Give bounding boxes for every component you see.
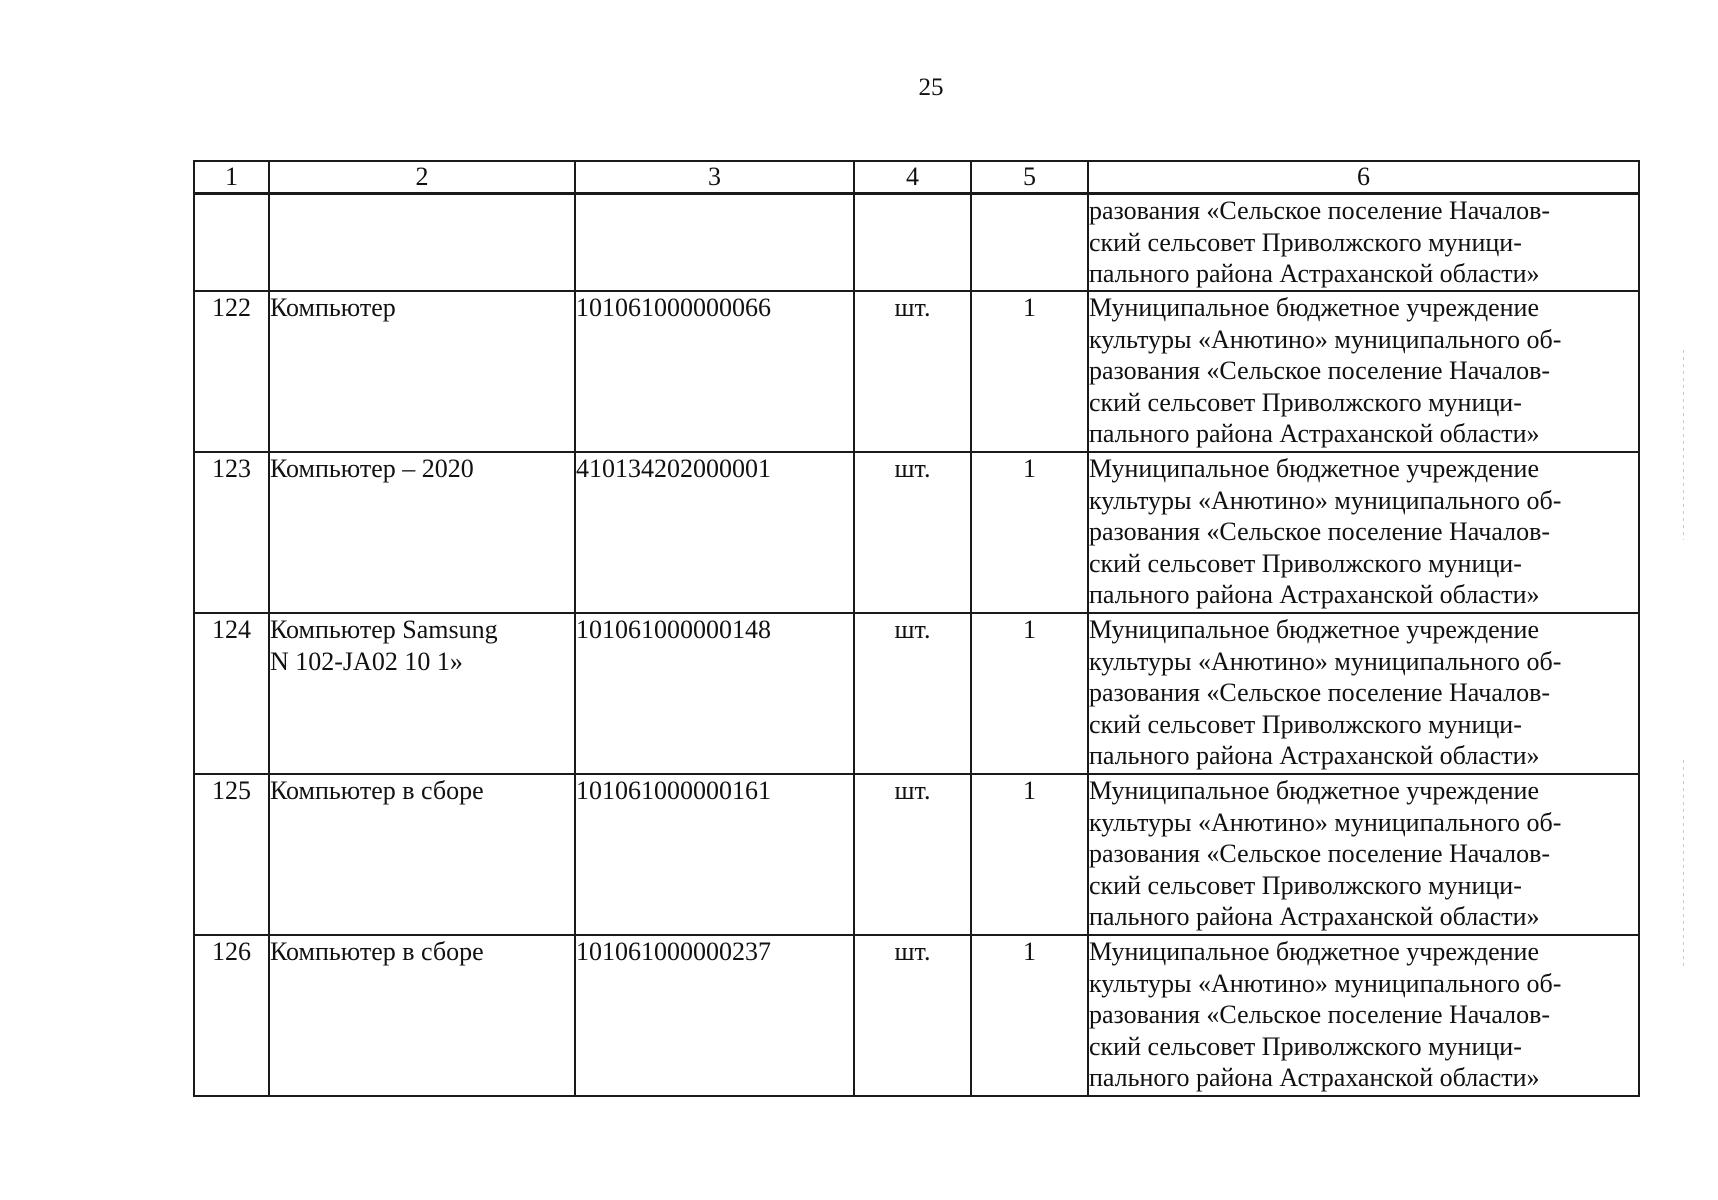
item-name-cell (269, 291, 575, 452)
owner-line: культуры «Анютино» муниципального об- (1089, 968, 1562, 998)
owner-line: разования «Сельское поселение Началов- (1089, 1000, 1551, 1029)
owner-cell (1088, 291, 1639, 452)
unit-cell: шт. (854, 774, 971, 935)
owner-line: ский сельсовет Приволжского муници- (1089, 548, 1522, 578)
owner-line: Муниципальное бюджетное учреждение (1089, 454, 1539, 483)
column-number-header-row (194, 161, 1639, 194)
row-number-cell: 123 (194, 452, 269, 613)
table-row (194, 452, 1639, 613)
table-row (194, 935, 1639, 1096)
owner-line: культуры «Анютино» муниципального об- (1089, 324, 1562, 354)
quantity-cell: 1 (971, 613, 1088, 774)
scan-artifact-mark (1683, 350, 1684, 540)
owner-line: культуры «Анютино» муниципального об- (1089, 807, 1562, 837)
quantity-cell: 1 (971, 935, 1088, 1096)
owner-cell (1088, 194, 1639, 292)
owner-line: ский сельсовет Приволжского муници- (1089, 227, 1522, 257)
item-name-cell (269, 774, 575, 935)
owner-line: пального района Астраханской области» (1089, 741, 1540, 770)
owner-cell (1088, 613, 1639, 774)
inventory-code-cell (575, 194, 854, 292)
owner-line: разования «Сельское поселение Началов- (1089, 678, 1551, 707)
property-registry-table (193, 160, 1640, 1097)
inventory-code-cell: 410134202000001 (575, 452, 854, 613)
column-header-5: 5 (971, 161, 1088, 194)
owner-cell (1088, 935, 1639, 1096)
item-name-cell (269, 194, 575, 292)
item-name-line: Компьютер (270, 293, 396, 322)
row-number-cell: 126 (194, 935, 269, 1096)
owner-line: ский сельсовет Приволжского муници- (1089, 387, 1522, 417)
owner-line: разования «Сельское поселение Началов- (1089, 356, 1551, 385)
owner-line: ский сельсовет Приволжского муници- (1089, 870, 1522, 900)
item-name-line: Компьютер в сборе (270, 937, 484, 966)
inventory-code-cell: 101061000000161 (575, 774, 854, 935)
row-number-cell: 122 (194, 291, 269, 452)
item-name-line: N 102-JA02 10 1» (270, 646, 463, 676)
owner-line: пального района Астраханской области» (1089, 902, 1540, 931)
quantity-cell: 1 (971, 774, 1088, 935)
column-header-6: 6 (1088, 161, 1639, 194)
item-name-line: Компьютер Samsung (270, 615, 498, 644)
column-header-3: 3 (575, 161, 854, 194)
owner-cell (1088, 452, 1639, 613)
unit-cell: шт. (854, 935, 971, 1096)
unit-cell (854, 194, 971, 292)
column-header-1: 1 (194, 161, 269, 194)
row-number-cell (194, 194, 269, 292)
owner-line: пального района Астраханской области» (1089, 419, 1540, 448)
owner-line: пального района Астраханской области» (1089, 1063, 1540, 1092)
owner-line: Муниципальное бюджетное учреждение (1089, 937, 1539, 966)
page-number: 25 (918, 74, 944, 101)
owner-line: культуры «Анютино» муниципального об- (1089, 646, 1562, 676)
owner-line: Муниципальное бюджетное учреждение (1089, 615, 1539, 644)
owner-line: культуры «Анютино» муниципального об- (1089, 485, 1562, 515)
owner-line: пального района Астраханской области» (1089, 580, 1540, 609)
inventory-code-cell: 101061000000148 (575, 613, 854, 774)
owner-line: разования «Сельское поселение Началов- (1089, 196, 1551, 225)
item-name-line: Компьютер в сборе (270, 776, 484, 805)
item-name-cell (269, 613, 575, 774)
scan-artifact-mark (1683, 760, 1684, 970)
column-header-4: 4 (854, 161, 971, 194)
table-row (194, 774, 1639, 935)
owner-line: ский сельсовет Приволжского муници- (1089, 709, 1522, 739)
column-header-2: 2 (269, 161, 575, 194)
owner-line: ский сельсовет Приволжского муници- (1089, 1031, 1522, 1061)
owner-line: Муниципальное бюджетное учреждение (1089, 293, 1539, 322)
inventory-code-cell: 101061000000237 (575, 935, 854, 1096)
item-name-line: Компьютер – 2020 (270, 454, 474, 483)
unit-cell: шт. (854, 291, 971, 452)
item-name-cell (269, 935, 575, 1096)
table-row (194, 613, 1639, 774)
continuation-row (194, 194, 1639, 292)
owner-line: разования «Сельское поселение Началов- (1089, 517, 1551, 546)
table-row (194, 291, 1639, 452)
owner-cell (1088, 774, 1639, 935)
inventory-code-cell: 101061000000066 (575, 291, 854, 452)
row-number-cell: 124 (194, 613, 269, 774)
quantity-cell: 1 (971, 452, 1088, 613)
item-name-cell (269, 452, 575, 613)
owner-line: пального района Астраханской области» (1089, 259, 1540, 288)
unit-cell: шт. (854, 452, 971, 613)
unit-cell: шт. (854, 613, 971, 774)
owner-line: Муниципальное бюджетное учреждение (1089, 776, 1539, 805)
row-number-cell: 125 (194, 774, 269, 935)
owner-line: разования «Сельское поселение Началов- (1089, 839, 1551, 868)
quantity-cell (971, 194, 1088, 292)
quantity-cell: 1 (971, 291, 1088, 452)
